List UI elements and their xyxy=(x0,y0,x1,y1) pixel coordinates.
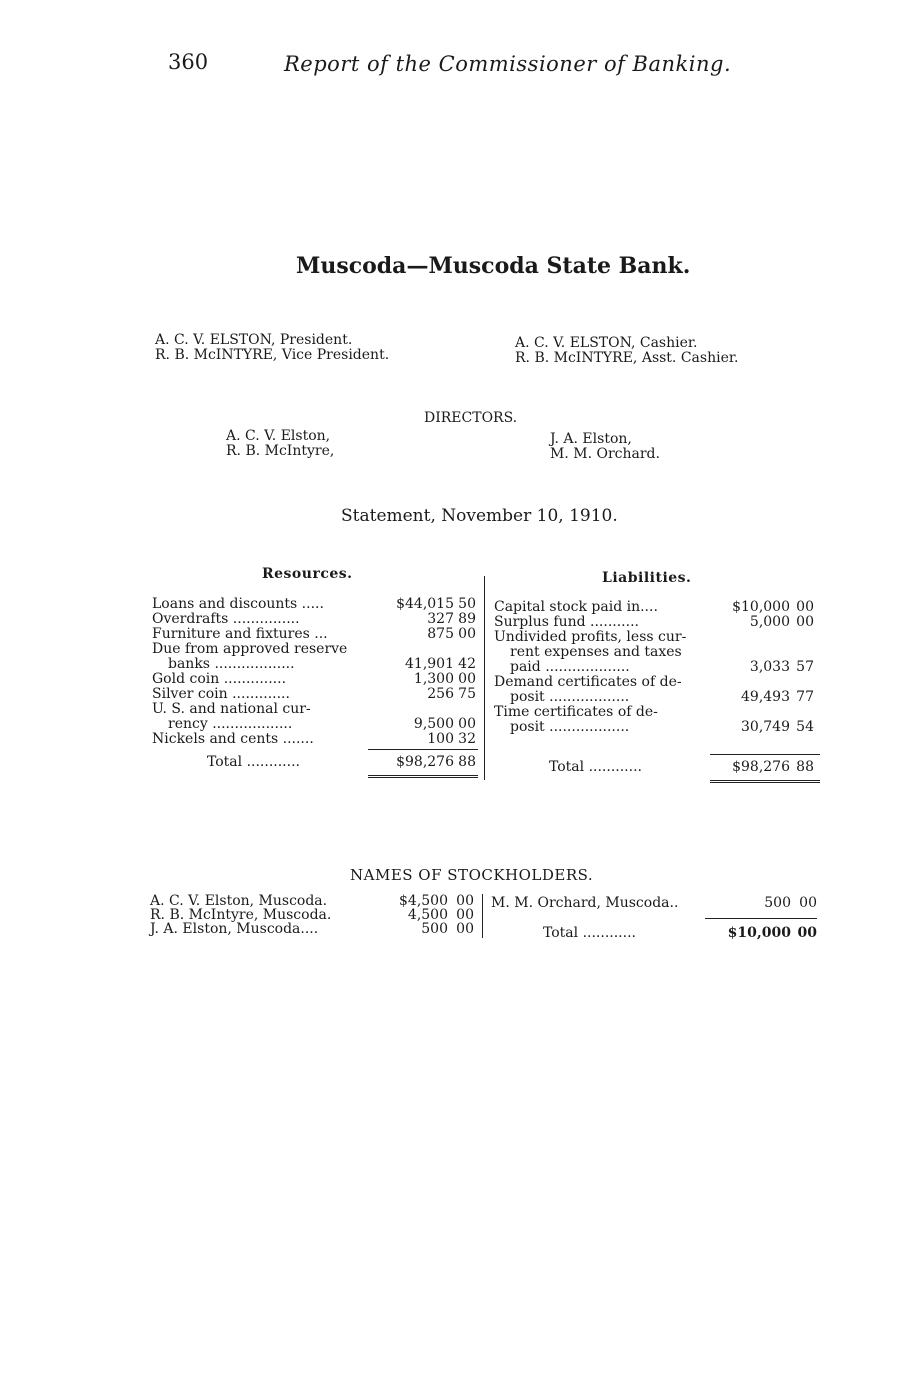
double-rule xyxy=(710,780,820,783)
resource-cents: 00 xyxy=(458,671,476,687)
stockholder-dollars: 500 xyxy=(764,895,791,911)
table-row xyxy=(152,597,482,612)
resource-label: rency .................. xyxy=(168,716,293,732)
table-row xyxy=(152,672,482,687)
table-row xyxy=(494,705,824,720)
liability-label: Time certificates of de- xyxy=(494,704,658,720)
liability-label: Surplus fund ........... xyxy=(494,614,639,630)
officer-vice-president: R. B. McINTYRE, Vice President. xyxy=(155,347,390,363)
resource-cents: 75 xyxy=(458,686,476,702)
resources-total-label: Total ............ xyxy=(207,754,300,770)
running-title: Report of the Commissioner of Banking. xyxy=(284,52,732,76)
liabilities-total-dollars: $98,276 xyxy=(732,759,790,775)
stockholders-total-label: Total ............ xyxy=(543,925,636,941)
table-row xyxy=(494,645,824,660)
table-row xyxy=(494,720,824,735)
liability-label: Demand certificates of de- xyxy=(494,674,682,690)
resource-label: Furniture and fixtures ... xyxy=(152,626,328,642)
liability-cents: 00 xyxy=(796,599,814,615)
resource-label: Overdrafts ............... xyxy=(152,611,300,627)
liability-label: Undivided profits, less cur- xyxy=(494,629,687,645)
list-item xyxy=(150,922,478,937)
resource-label: Gold coin .............. xyxy=(152,671,287,687)
resource-dollars: 875 xyxy=(427,626,454,642)
stockholder-name: J. A. Elston, Muscoda.... xyxy=(150,921,319,937)
stockholders-left xyxy=(150,894,478,942)
resource-dollars: 9,500 xyxy=(413,716,454,732)
resources-total-dollars: $98,276 xyxy=(396,754,454,770)
liability-cents: 57 xyxy=(796,659,814,675)
resources-total-cents: 88 xyxy=(458,754,476,770)
director-name: R. B. McIntyre, xyxy=(226,443,335,459)
officers-right xyxy=(515,336,805,366)
director-name: J. A. Elston, xyxy=(550,431,632,447)
liability-cents: 77 xyxy=(796,689,814,705)
stockholder-cents: 00 xyxy=(799,895,817,911)
stockholder-dollars: 4,500 xyxy=(407,907,448,923)
liability-label: rent expenses and taxes xyxy=(510,644,682,660)
liability-label: paid ................... xyxy=(510,659,630,675)
resource-label: Due from approved reserve xyxy=(152,641,348,657)
officer-asst-cashier: R. B. McINTYRE, Asst. Cashier. xyxy=(515,350,739,366)
directors-right xyxy=(550,432,660,462)
liabilities-total-label: Total ............ xyxy=(549,759,642,775)
resource-dollars: 1,300 xyxy=(413,671,454,687)
double-rule xyxy=(368,775,478,778)
stockholder-name: A. C. V. Elston, Muscoda. xyxy=(150,893,328,909)
stockholder-dollars: 500 xyxy=(421,921,448,937)
stockholders-total-cents: 00 xyxy=(797,925,817,941)
table-row xyxy=(152,702,482,717)
liabilities-total-cents: 88 xyxy=(796,759,814,775)
resource-cents: 00 xyxy=(458,716,476,732)
resource-dollars: 100 xyxy=(427,731,454,747)
stockholder-cents: 00 xyxy=(456,907,474,923)
liability-label: Capital stock paid in.... xyxy=(494,599,658,615)
table-row xyxy=(494,615,824,630)
resource-cents: 89 xyxy=(458,611,476,627)
liability-dollars: 5,000 xyxy=(749,614,790,630)
table-row xyxy=(152,687,482,702)
liability-label: posit .................. xyxy=(510,719,630,735)
stockholders-divider xyxy=(482,894,483,938)
resource-label: Nickels and cents ....... xyxy=(152,731,314,747)
resource-label: Silver coin ............. xyxy=(152,686,290,702)
liability-dollars: 30,749 xyxy=(741,719,790,735)
liability-cents: 54 xyxy=(796,719,814,735)
stockholder-name: M. M. Orchard, Muscoda.. xyxy=(491,895,679,911)
resource-cents: 32 xyxy=(458,731,476,747)
page-number: 360 xyxy=(168,50,209,74)
director-name: A. C. V. Elston, xyxy=(226,428,331,444)
table-row xyxy=(152,732,482,747)
liabilities-heading: Liabilities. xyxy=(602,570,692,586)
director-name: M. M. Orchard. xyxy=(550,446,660,462)
officer-president: A. C. V. ELSTON, President. xyxy=(155,332,353,348)
stockholder-cents: 00 xyxy=(456,893,474,909)
stockholders-total-dollars: $10,000 xyxy=(727,925,791,941)
bank-title: Muscoda—Muscoda State Bank. xyxy=(296,253,691,279)
table-row xyxy=(494,600,824,615)
total-row xyxy=(152,755,482,770)
resource-dollars: $44,015 xyxy=(396,596,454,612)
resources-heading: Resources. xyxy=(262,566,353,582)
resource-cents: 50 xyxy=(458,596,476,612)
table-row xyxy=(494,675,824,690)
total-rule xyxy=(710,754,820,755)
resources-table xyxy=(152,597,482,787)
total-rule xyxy=(368,749,478,750)
total-row xyxy=(494,760,824,775)
directors-heading: DIRECTORS. xyxy=(424,410,518,426)
list-item xyxy=(491,896,821,911)
table-row xyxy=(494,690,824,705)
officer-cashier: A. C. V. ELSTON, Cashier. xyxy=(515,335,698,351)
liabilities-table xyxy=(494,600,824,790)
total-row xyxy=(491,926,821,941)
stockholder-dollars: $4,500 xyxy=(399,893,448,909)
resource-cents: 42 xyxy=(458,656,476,672)
resource-cents: 00 xyxy=(458,626,476,642)
liability-dollars: 3,033 xyxy=(749,659,790,675)
table-row xyxy=(152,642,482,657)
resource-label: U. S. and national cur- xyxy=(152,701,311,717)
resource-label: Loans and discounts ..... xyxy=(152,596,324,612)
stockholder-cents: 00 xyxy=(456,921,474,937)
officers-left xyxy=(155,333,475,363)
stockholders-right xyxy=(491,896,821,944)
table-row xyxy=(152,627,482,642)
column-divider xyxy=(484,576,485,780)
table-row xyxy=(152,717,482,732)
liability-dollars: $10,000 xyxy=(732,599,790,615)
table-row xyxy=(494,630,824,645)
table-row xyxy=(494,660,824,675)
resource-dollars: 41,901 xyxy=(405,656,454,672)
statement-date: Statement, November 10, 1910. xyxy=(341,506,618,526)
resource-label: banks .................. xyxy=(168,656,295,672)
stockholder-name: R. B. McIntyre, Muscoda. xyxy=(150,907,332,923)
table-row xyxy=(152,612,482,627)
table-row xyxy=(152,657,482,672)
directors-left xyxy=(226,429,334,459)
liability-cents: 00 xyxy=(796,614,814,630)
liability-dollars: 49,493 xyxy=(741,689,790,705)
resource-dollars: 327 xyxy=(427,611,454,627)
total-rule xyxy=(705,918,817,919)
stockholders-heading: NAMES OF STOCKHOLDERS. xyxy=(350,866,594,884)
resource-dollars: 256 xyxy=(427,686,454,702)
liability-label: posit .................. xyxy=(510,689,630,705)
